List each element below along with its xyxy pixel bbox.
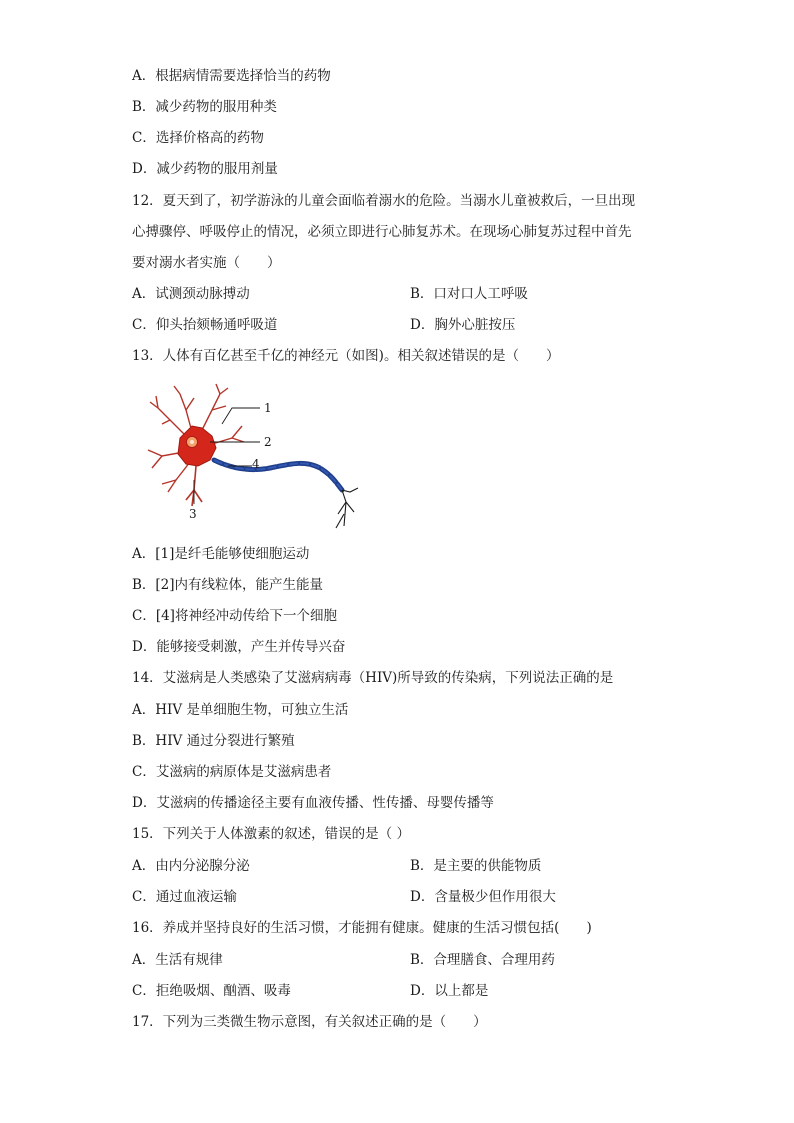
q13-option-a: A．[1]是纤毛能够使细胞运动 [132, 546, 310, 562]
q12-option-c: C．仰头抬颏畅通呼吸道 [132, 317, 278, 333]
q13-stem: 13．人体有百亿甚至千亿的神经元（如图)。相关叙述错误的是（ ） [132, 348, 560, 364]
q12-option-b: B．口对口人工呼吸 [410, 286, 528, 302]
q13-option-d: D．能够接受刺激，产生并传导兴奋 [132, 639, 346, 655]
q12-stem-line-3: 要对溺水者实施（ ） [132, 255, 281, 271]
q16-option-d: D．以上都是 [410, 983, 489, 999]
axon-terminals [336, 488, 358, 528]
axon [214, 460, 342, 490]
q11-option-d: D．减少药物的服用剂量 [132, 161, 278, 177]
q16-stem: 16．养成并坚持良好的生活习惯，才能拥有健康。健康的生活习惯包括( ) [132, 920, 592, 936]
q12-stem-line-1: 12．夏天到了，初学游泳的儿童会面临着溺水的危险。当溺水儿童被救后，一旦出现 [132, 193, 636, 209]
q15-option-c: C．通过血液运输 [132, 889, 237, 905]
figure-label-3: 3 [189, 507, 197, 521]
q13-option-b: B．[2]内有线粒体，能产生能量 [132, 577, 324, 593]
q11-option-b: B．减少药物的服用种类 [132, 99, 277, 115]
q14-option-b: B．HIV 通过分裂进行繁殖 [132, 733, 295, 749]
q12-option-a: A．试测颈动脉搏动 [132, 286, 250, 302]
figure-label-1: 1 [264, 401, 272, 415]
q15-stem: 15．下列关于人体激素的叙述，错误的是（ ） [132, 826, 410, 842]
q16-option-c: C．拒绝吸烟、酗酒、吸毒 [132, 983, 291, 999]
q12-stem-line-2: 心搏骤停、呼吸停止的情况，必须立即进行心肺复苏术。在现场心肺复苏过程中首先 [132, 224, 632, 240]
q13-option-c: C．[4]将神经冲动传给下一个细胞 [132, 608, 337, 624]
figure-label-4: 4 [252, 457, 260, 471]
q16-option-b: B．合理膳食、合理用药 [410, 952, 555, 968]
q16-option-a: A．生活有规律 [132, 952, 223, 968]
neuron-diagram [140, 380, 370, 530]
q11-option-c: C．选择价格高的药物 [132, 130, 264, 146]
figure-label-2: 2 [264, 435, 272, 449]
neuron-figure [140, 380, 370, 530]
q15-option-a: A．由内分泌腺分泌 [132, 858, 250, 874]
q14-option-c: C．艾滋病的病原体是艾滋病患者 [132, 764, 332, 780]
q14-option-d: D．艾滋病的传播途径主要有血液传播、性传播、母婴传播等 [132, 795, 494, 811]
q14-option-a: A．HIV 是单细胞生物，可独立生活 [132, 702, 349, 718]
cell-body [178, 426, 216, 466]
q11-option-a: A．根据病情需要选择恰当的药物 [132, 68, 331, 84]
q14-stem: 14．艾滋病是人类感染了艾滋病病毒（HIV)所导致的传染病，下列说法正确的是 [132, 670, 614, 686]
q12-option-d: D．胸外心脏按压 [410, 317, 516, 333]
q15-option-d: D．含量极少但作用很大 [410, 889, 556, 905]
q17-stem: 17．下列为三类微生物示意图，有关叙述正确的是（ ） [132, 1014, 487, 1030]
q15-option-b: B．是主要的供能物质 [410, 858, 542, 874]
